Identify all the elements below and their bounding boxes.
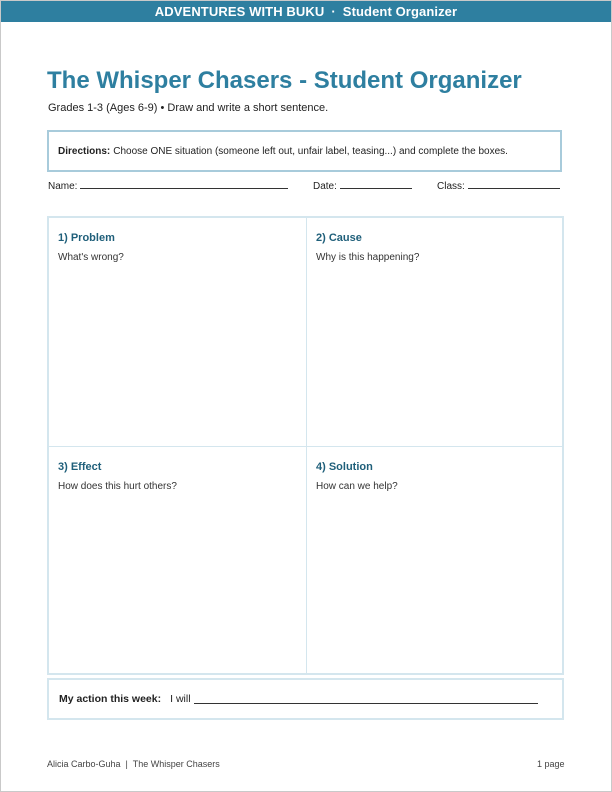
class-line[interactable]	[468, 180, 560, 189]
box-heading: 3) Effect	[58, 461, 102, 473]
name-label: Name:	[48, 181, 78, 192]
date-field[interactable]	[313, 180, 412, 192]
banner-section: Student Organizer	[342, 4, 458, 19]
banner-brand: ADVENTURES WITH BUKU	[154, 4, 325, 19]
directions-text: Choose ONE situation (someone left out, unfair label, teasing...) and complete the boxes.	[113, 145, 508, 157]
organizer-grid	[47, 216, 564, 675]
footer-credit: Alicia Carbo-Guha | The Whisper Chasers	[47, 759, 220, 769]
class-label: Class:	[437, 181, 465, 192]
action-prefix: I will	[170, 693, 191, 705]
box-problem[interactable]	[58, 232, 124, 263]
date-label: Date:	[313, 181, 337, 192]
banner-separator: ·	[331, 4, 336, 19]
action-label: My action this week:	[59, 693, 162, 705]
header-banner	[1, 1, 611, 22]
page-subtitle: Grades 1-3 (Ages 6-9) • Draw and write a short sentence.	[48, 102, 329, 114]
directions-label: Directions:	[58, 145, 111, 157]
directions-box	[47, 130, 562, 172]
page-title: The Whisper Chasers - Student Organizer	[47, 67, 522, 94]
box-prompt: Why is this happening?	[316, 252, 420, 263]
grid-divider-horizontal	[49, 446, 562, 447]
box-cause[interactable]	[316, 232, 419, 263]
footer-page-count: 1 page	[537, 759, 565, 769]
box-prompt: What's wrong?	[58, 252, 124, 263]
action-line[interactable]	[194, 694, 538, 704]
box-heading: 1) Problem	[58, 232, 115, 244]
box-heading: 4) Solution	[316, 461, 373, 473]
action-box[interactable]	[47, 678, 564, 720]
box-prompt: How does this hurt others?	[58, 481, 177, 492]
box-solution[interactable]	[316, 461, 398, 492]
name-line[interactable]	[80, 180, 288, 189]
date-line[interactable]	[340, 180, 412, 189]
name-field[interactable]	[48, 180, 288, 192]
class-field[interactable]	[437, 180, 560, 192]
box-heading: 2) Cause	[316, 232, 362, 244]
box-prompt: How can we help?	[316, 481, 398, 492]
box-effect[interactable]	[58, 461, 177, 492]
